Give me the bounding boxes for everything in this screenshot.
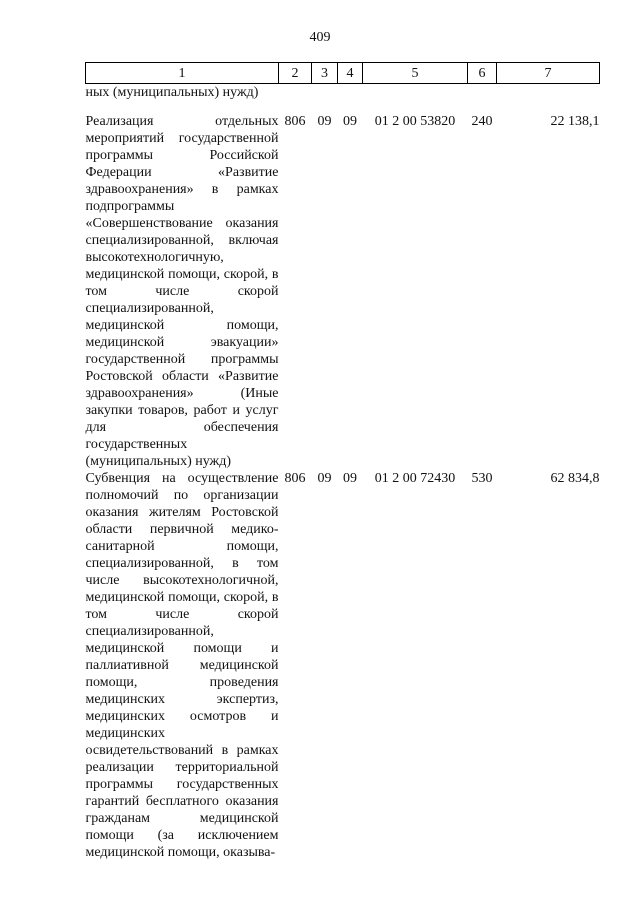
table-row: [86, 113, 600, 470]
row-description: Субвенция на осуществление полномочий по организации оказания жителям Ростовской области первичной медико-санитарной помощи, специализированной, в том числе высокотехнологичной, медицинской помощи, скорой, в том числе скорой специализированной, медицинской помощи и паллиативной медицинской помощи, проведения медицинских экспертиз, медицинских осмотров и медицинских освидетельствований в рамках реализации территориальной программы государственных гарантий бесплатного оказания гражданам медицинской помощи (за исключением медицинской помощи, оказыва-: [85, 471, 279, 860]
row-description: ных (муниципальных) нужд): [85, 85, 259, 100]
row-ministry: 806: [284, 114, 306, 129]
row-expense-type: 530: [471, 471, 493, 486]
table-header-row: [86, 63, 600, 84]
row-section: [312, 84, 338, 114]
row-description: Реализация отдельных мероприятий государственной программы Российской Федерации «Развитие здравоохранения» в рамках подпрограммы «Совершенствование оказания специализированной, включая высокотехнологичную, медицинской помощи, скорой, в том числе скорой специализированной, медицинской помощи, медицинской эвакуации» государственной программы Ростовской области «Развитие здравоохранения» (Иные закупки товаров, работ и услуг для обеспечения государственных (муниципальных) нужд): [85, 114, 279, 469]
row-subsection: 09: [343, 114, 357, 129]
row-section: 09: [317, 114, 332, 129]
row-amount: [497, 84, 600, 114]
header-col-2: 2: [279, 63, 312, 84]
table-row: [86, 84, 600, 114]
row-target-article: [363, 84, 468, 114]
row-amount: 62 834,8: [550, 471, 600, 486]
row-section: 09: [317, 471, 332, 486]
row-amount: 22 138,1: [550, 114, 600, 129]
table-row: [86, 470, 600, 861]
row-expense-type: [468, 84, 497, 114]
header-col-4: 4: [338, 63, 363, 84]
budget-table: [85, 62, 600, 861]
row-target-article: 01 2 00 53820: [374, 114, 456, 129]
header-col-7: 7: [497, 63, 600, 84]
page-number: 409: [309, 30, 331, 45]
header-col-5: 5: [363, 63, 468, 84]
row-subsection: [338, 84, 363, 114]
header-col-6: 6: [468, 63, 497, 84]
row-ministry: 806: [284, 471, 306, 486]
row-target-article: 01 2 00 72430: [374, 471, 456, 486]
header-col-1: 1: [86, 63, 279, 84]
row-ministry: [279, 84, 312, 114]
row-subsection: 09: [343, 471, 357, 486]
row-expense-type: 240: [471, 114, 493, 129]
header-col-3: 3: [312, 63, 338, 84]
